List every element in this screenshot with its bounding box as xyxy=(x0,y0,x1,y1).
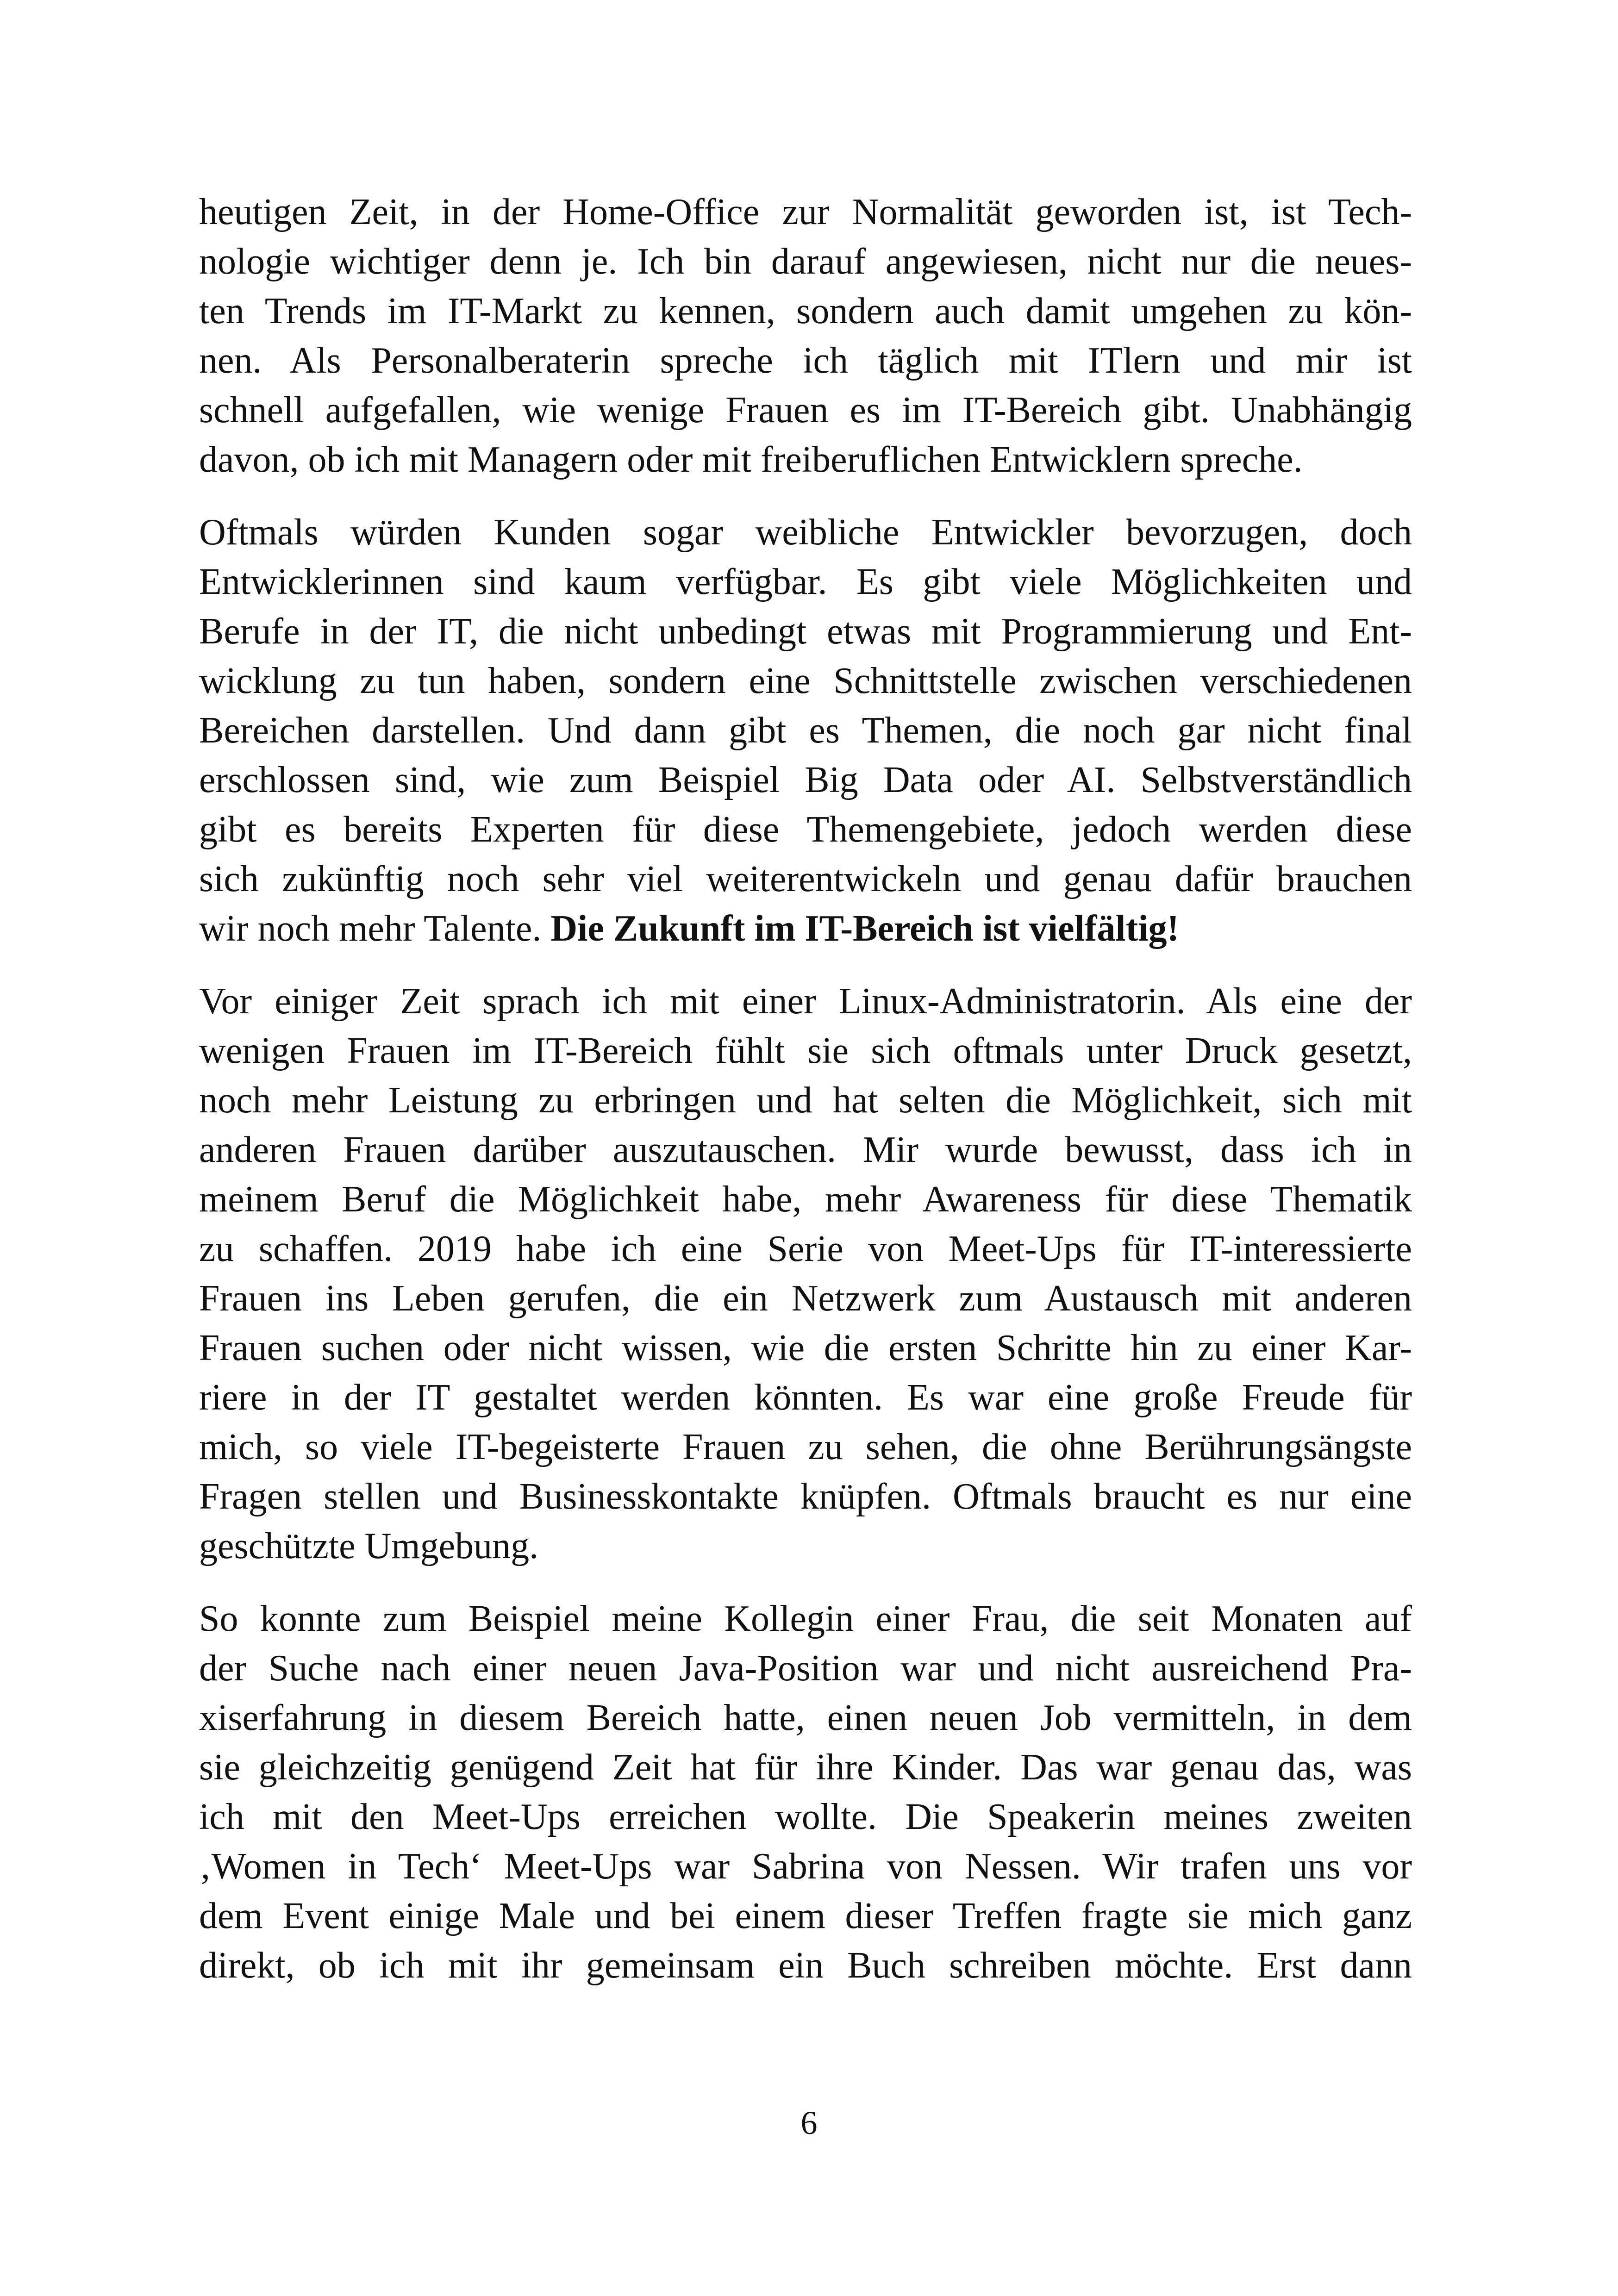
text-line: Fragen stellen und Businesskontakte knüpfen. Oftmals braucht es nur eine xyxy=(199,1476,1412,1517)
text-line: der Suche nach einer neuen Java-Position war und nicht ausreichend Pra- xyxy=(199,1648,1412,1689)
text-line: dem Event einige Male und bei einem dieser Treffen fragte sie mich ganz xyxy=(199,1896,1412,1936)
paragraph-2 xyxy=(199,508,1412,954)
body-text xyxy=(199,187,1412,2014)
text-line: zu schaffen. 2019 habe ich eine Serie von Meet-Ups für IT-interessierte xyxy=(199,1229,1412,1269)
paragraph-4 xyxy=(199,1594,1412,1990)
text-line: wicklung zu tun haben, sondern eine Schnittstelle zwischen verschiedenen xyxy=(199,661,1412,701)
text-line: nen. Als Personalberaterin spreche ich täglich mit ITlern und mir ist xyxy=(199,340,1412,381)
text-line: Oftmals würden Kunden sogar weibliche Entwickler bevorzugen, doch xyxy=(199,512,1412,553)
paragraph-3 xyxy=(199,977,1412,1571)
text-line: noch mehr Leistung zu erbringen und hat selten die Möglichkeit, sich mit xyxy=(199,1080,1412,1121)
text-line xyxy=(199,904,1412,954)
text-line: Frauen ins Leben gerufen, die ein Netzwerk zum Austausch mit anderen xyxy=(199,1278,1412,1319)
text-line: heutigen Zeit, in der Home-Office zur Normalität geworden ist, ist Tech- xyxy=(199,192,1412,232)
text-line: meinem Beruf die Möglichkeit habe, mehr Awareness für diese Thematik xyxy=(199,1179,1412,1220)
text-line: ten Trends im IT-Markt zu kennen, sondern auch damit umgehen zu kön- xyxy=(199,291,1412,331)
text-line: Bereichen darstellen. Und dann gibt es Themen, die noch gar nicht final xyxy=(199,710,1412,751)
text-line: direkt, ob ich mit ihr gemeinsam ein Buch schreiben möchte. Erst dann xyxy=(199,1945,1412,1986)
page-number: 6 xyxy=(800,2104,818,2141)
text-line: geschützte Umgebung. xyxy=(199,1526,539,1566)
text-line: Vor einiger Zeit sprach ich mit einer Linux-Administratorin. Als eine der xyxy=(199,981,1412,1022)
text-line: anderen Frauen darüber auszutauschen. Mir wurde bewusst, dass ich in xyxy=(199,1129,1412,1170)
text-line: Berufe in der IT, die nicht unbedingt etwas mit Programmierung und Ent- xyxy=(199,611,1412,652)
paragraph-1 xyxy=(199,187,1412,485)
text-line: gibt es bereits Experten für diese Themengebiete, jedoch werden diese xyxy=(199,809,1412,850)
text-line: davon, ob ich mit Managern oder mit freiberuflichen Entwicklern spreche. xyxy=(199,439,1303,480)
text-line: wenigen Frauen im IT-Bereich fühlt sie sich oftmals unter Druck gesetzt, xyxy=(199,1030,1412,1071)
text-line: erschlossen sind, wie zum Beispiel Big Data oder AI. Selbstverständlich xyxy=(199,760,1412,800)
text-line: sich zukünftig noch sehr viel weiterentwickeln und genau dafür brauchen xyxy=(199,859,1412,899)
text-line: So konnte zum Beispiel meine Kollegin einer Frau, die seit Monaten auf xyxy=(199,1598,1412,1639)
emphasis-text: Die Zukunft im IT-Bereich ist vielfältig! xyxy=(550,908,1180,949)
text-run: wir noch mehr Talente. xyxy=(199,908,551,949)
text-line: Frauen suchen oder nicht wissen, wie die ersten Schritte hin zu einer Kar- xyxy=(199,1328,1412,1368)
text-line: ‚Women in Tech‘ Meet-Ups war Sabrina von Nessen. Wir trafen uns vor xyxy=(199,1846,1412,1887)
text-line: mich, so viele IT-begeisterte Frauen zu sehen, die ohne Berührungsängste xyxy=(199,1427,1412,1467)
text-line: ich mit den Meet-Ups erreichen wollte. Die Speakerin meines zweiten xyxy=(199,1797,1412,1837)
text-line: xiserfahrung in diesem Bereich hatte, einen neuen Job vermitteln, in dem xyxy=(199,1697,1412,1738)
text-line: schnell aufgefallen, wie wenige Frauen es im IT-Bereich gibt. Unabhängig xyxy=(199,390,1412,430)
text-line: riere in der IT gestaltet werden könnten. Es war eine große Freude für xyxy=(199,1377,1412,1418)
text-line: nologie wichtiger denn je. Ich bin darauf angewiesen, nicht nur die neues- xyxy=(199,241,1412,282)
text-line: Entwicklerinnen sind kaum verfügbar. Es gibt viele Möglichkeiten und xyxy=(199,562,1412,602)
text-line: sie gleichzeitig genügend Zeit hat für ihre Kinder. Das war genau das, was xyxy=(199,1747,1412,1788)
